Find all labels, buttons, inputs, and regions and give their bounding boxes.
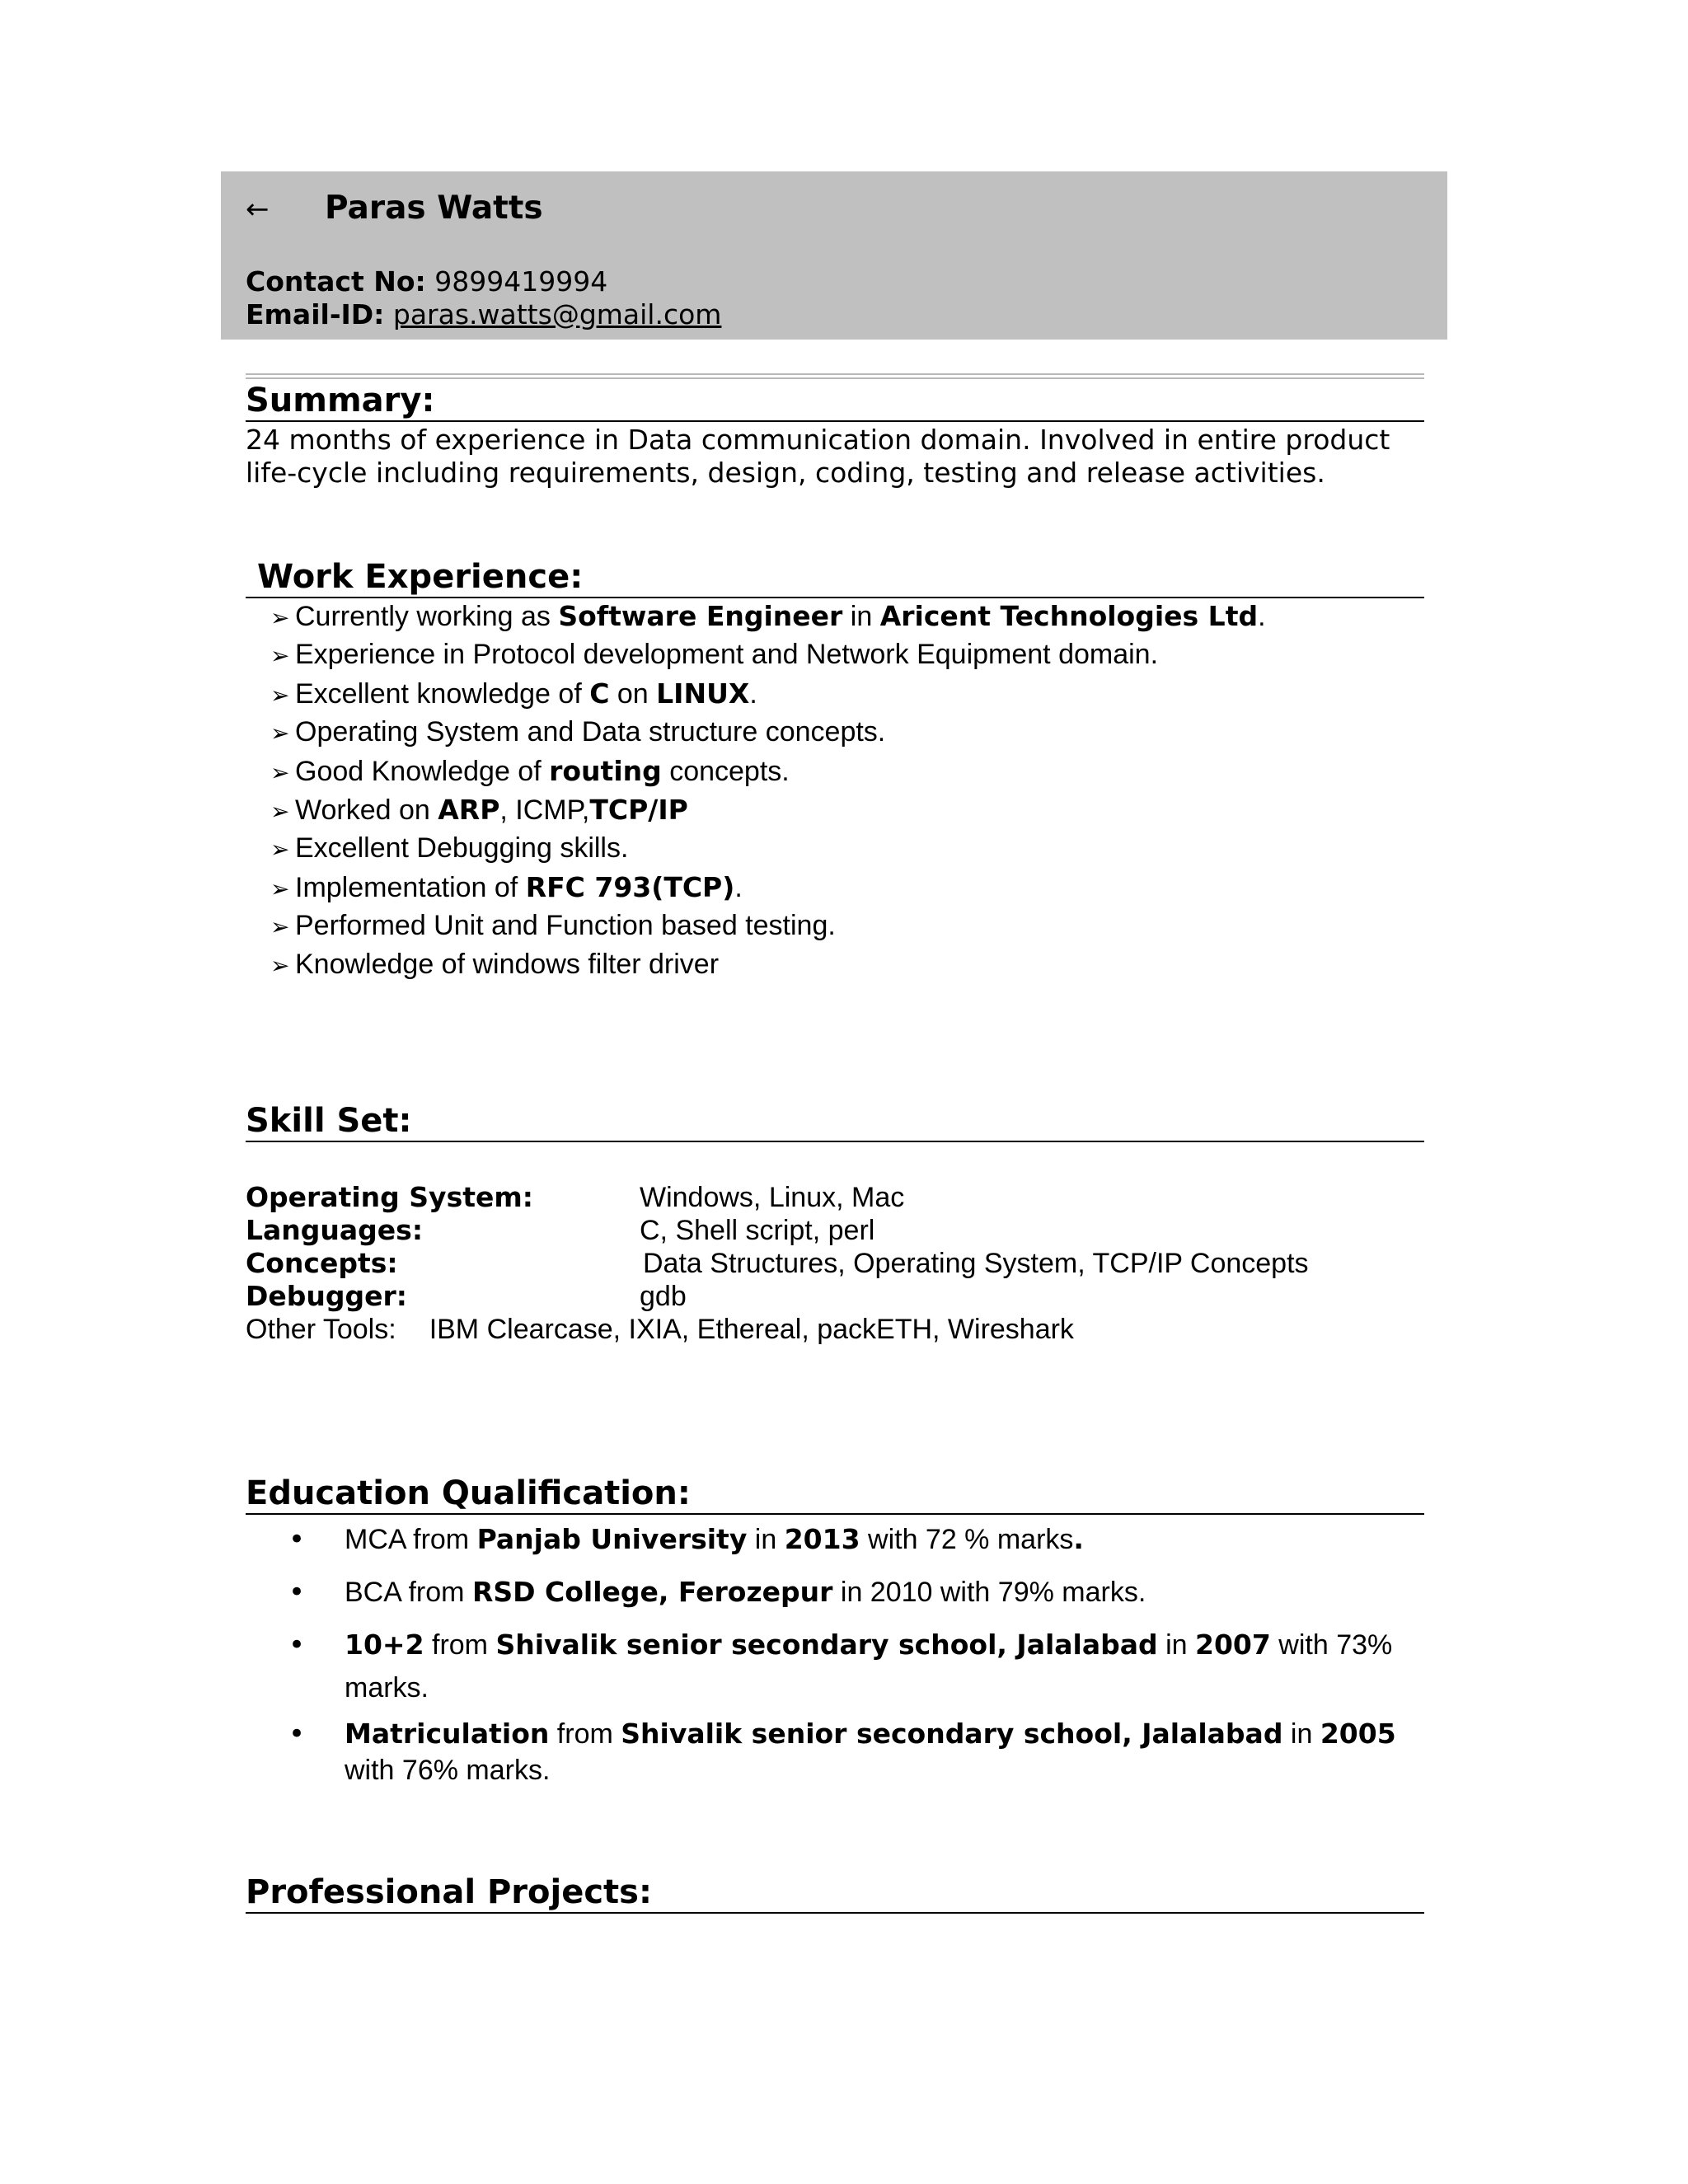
header-block: [221, 171, 1447, 340]
contact-number: 9899419994: [434, 265, 608, 298]
list-item: ➢ Good Knowledge of routing concepts.: [270, 752, 1266, 790]
skill-value: Data Structures, Operating System, TCP/IP Concepts: [643, 1248, 1309, 1279]
arrow-bullet-icon: ➢: [270, 875, 290, 902]
divider: [246, 373, 1424, 379]
arrow-bullet-icon: ➢: [270, 952, 290, 979]
education-heading: Education Qualification:: [246, 1474, 1424, 1515]
other-tools-label: Other Tools:: [246, 1314, 396, 1345]
skill-row: [246, 1280, 1074, 1313]
list-item: • Matriculation from Shivalik senior secondary school, Jalalabad in 2005 with 76% marks.: [288, 1718, 1396, 1786]
skill-key: Languages:: [246, 1214, 424, 1246]
arrow-bullet-icon: ➢: [270, 719, 290, 747]
arrow-bullet-icon: ➢: [270, 836, 290, 863]
skill-row: [246, 1214, 1074, 1247]
list-item: ➢ Worked on ARP, ICMP,TCP/IP: [270, 790, 1266, 829]
email-link[interactable]: paras.watts@gmail.com: [392, 298, 722, 330]
arrow-bullet-icon: ➢: [270, 604, 290, 631]
list-item: ➢ Experience in Protocol development and Network Equipment domain.: [270, 635, 1266, 674]
summary-line-2: life-cycle including requirements, design, coding, testing and release activities.: [246, 457, 1325, 489]
bullet-icon: •: [288, 1576, 306, 1609]
list-item: ➢ Knowledge of windows filter driver: [270, 945, 1266, 984]
arrow-bullet-icon: ➢: [270, 682, 290, 709]
skill-value: C, Shell script, perl: [640, 1215, 875, 1246]
contact-line: [246, 265, 607, 298]
skill-row: [246, 1247, 1309, 1280]
list-item: ➢ Excellent knowledge of C on LINUX.: [270, 674, 1266, 713]
summary-line-1: 24 months of experience in Data communication domain. Involved in entire product: [246, 424, 1390, 456]
bullet-icon: •: [288, 1718, 306, 1750]
list-item: • MCA from Panjab University in 2013 with 72 % marks.: [288, 1518, 1442, 1561]
skill-key: Operating System:: [246, 1181, 533, 1213]
work-list: [270, 597, 1266, 984]
name-row: [246, 190, 543, 227]
skill-value: Windows, Linux, Mac: [640, 1182, 905, 1213]
summary-heading: Summary:: [246, 381, 1424, 422]
arrow-bullet-icon: ➢: [270, 913, 290, 940]
list-item: • 10+2 from Shivalik senior secondary school, Jalalabad in 2007 with 73% marks.: [288, 1624, 1442, 1709]
skill-value: gdb: [640, 1281, 687, 1312]
other-tools-row: [246, 1313, 1074, 1346]
bullet-icon: •: [288, 1523, 306, 1556]
list-item: ➢ Currently working as Software Engineer in Aricent Technologies Ltd.: [270, 597, 1266, 635]
projects-heading: Professional Projects:: [246, 1872, 1424, 1914]
email-line: [246, 298, 721, 330]
list-item: ➢ Performed Unit and Function based testing.: [270, 907, 1266, 945]
arrow-bullet-icon: ➢: [270, 759, 290, 786]
bullet-icon: •: [288, 1629, 306, 1661]
list-item: ➢ Implementation of RFC 793(TCP).: [270, 868, 1266, 907]
other-tools-value: IBM Clearcase, IXIA, Ethereal, packETH, Wireshark: [429, 1314, 1074, 1345]
arrow-bullet-icon: ➢: [270, 642, 290, 669]
skill-key: Debugger:: [246, 1280, 407, 1312]
skill-row: [246, 1181, 1074, 1214]
email-label: Email-ID:: [246, 298, 385, 330]
contact-label: Contact No:: [246, 265, 426, 298]
arrow-bullet-icon: ➢: [270, 798, 290, 825]
list-item: ➢ Excellent Debugging skills.: [270, 829, 1266, 868]
summary-text: [246, 424, 1432, 490]
list-item: ➢ Operating System and Data structure concepts.: [270, 713, 1266, 752]
skills-table: [246, 1181, 1309, 1346]
skill-key: Concepts:: [246, 1247, 398, 1279]
back-arrow-icon: ←: [246, 193, 270, 226]
candidate-name: Paras Watts: [325, 190, 543, 227]
list-item: • BCA from RSD College, Ferozepur in 2010 with 79% marks.: [288, 1571, 1442, 1614]
work-heading: Work Experience:: [246, 557, 1424, 598]
skills-heading: Skill Set:: [246, 1101, 1424, 1142]
